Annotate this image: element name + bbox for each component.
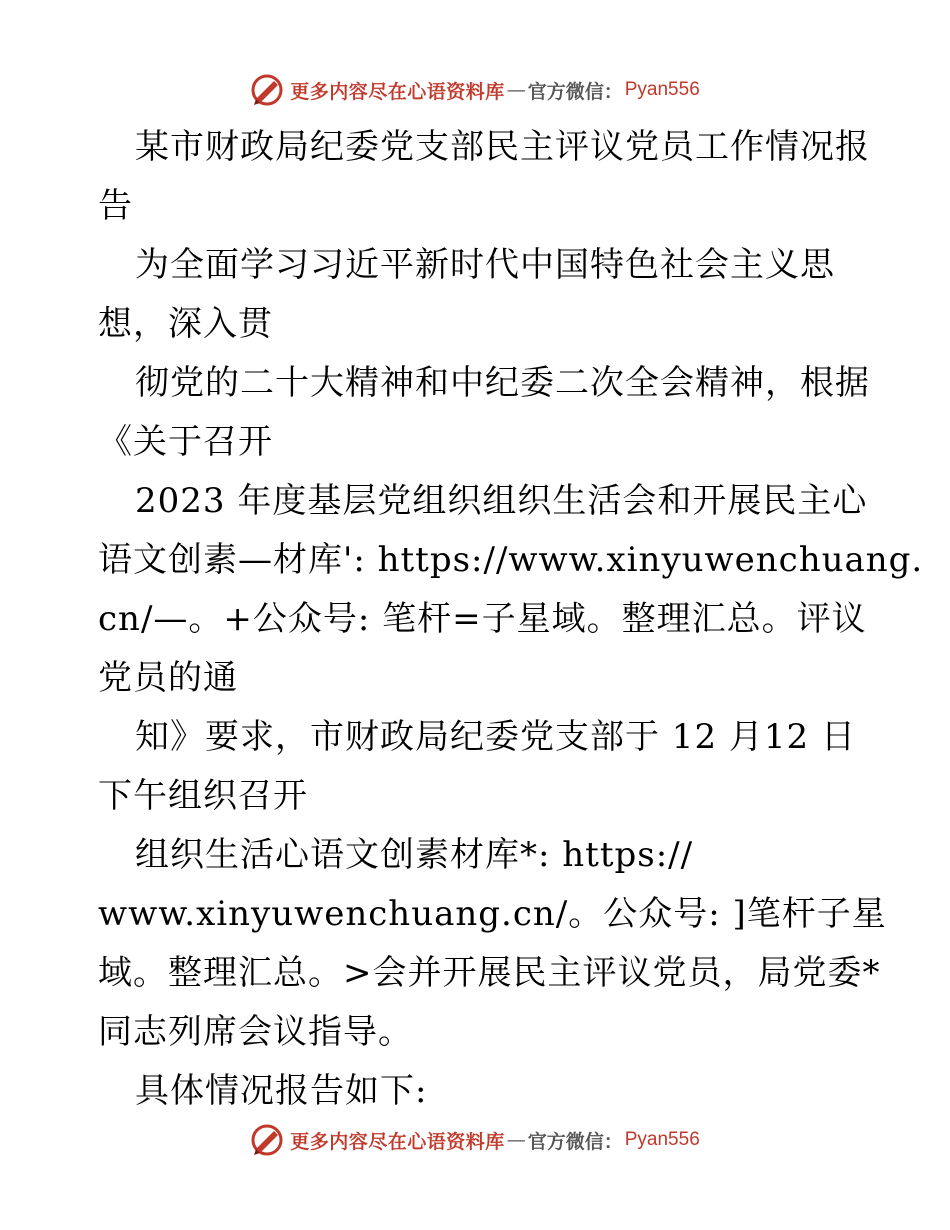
text-line: 同志列席会议指导。 (98, 1012, 413, 1052)
pen-logo-icon (250, 1123, 284, 1157)
banner-separator: — (506, 79, 526, 101)
text-line: 党员的通 (98, 658, 238, 698)
text-line: 《关于召开 (98, 422, 273, 462)
text-line: 具体情况报告如下: (135, 1071, 428, 1111)
text-line: 域。整理汇总。>会并开展民主评议党员，局党委* (98, 953, 881, 993)
text-line: 组织生活心语文创素材库*: https:// (135, 835, 694, 875)
pen-logo-icon (250, 73, 284, 107)
text-line: 语文创素—材库': https://www.xinyuwenchuang. (98, 540, 924, 580)
banner-wechat-id: Pyan556 (624, 1129, 700, 1150)
document-body (98, 118, 924, 1121)
text-line: 彻党的二十大精神和中纪委二次全会精神，根据 (135, 363, 870, 403)
banner-wechat-label: 官方微信： (527, 1130, 623, 1153)
text-line: 告 (98, 186, 133, 226)
text-line: www.xinyuwenchuang.cn/。公众号: ]笔杆子星 (98, 894, 887, 934)
banner-text: 更多内容尽在心语资料库 (290, 1130, 505, 1153)
text-line: 2023 年度基层党组织组织生活会和开展民主心 (135, 481, 868, 521)
footer-watermark-banner (0, 1120, 950, 1160)
text-line: 下午组织召开 (98, 776, 308, 816)
banner-wechat-id: Pyan556 (624, 79, 700, 100)
text-line: 某市财政局纪委党支部民主评议党员工作情况报 (135, 127, 870, 167)
banner-separator: — (506, 1129, 526, 1151)
text-line: 为全面学习习近平新时代中国特色社会主义思 (135, 245, 835, 285)
text-line: 想，深入贯 (98, 304, 273, 344)
banner-text: 更多内容尽在心语资料库 (290, 80, 505, 103)
text-line: cn/—。+公众号: 笔杆=子星域。整理汇总。评议 (98, 599, 867, 639)
header-watermark-banner (0, 70, 950, 110)
banner-wechat-label: 官方微信： (527, 80, 623, 103)
text-line: 知》要求，市财政局纪委党支部于 12 月12 日 (135, 717, 856, 757)
